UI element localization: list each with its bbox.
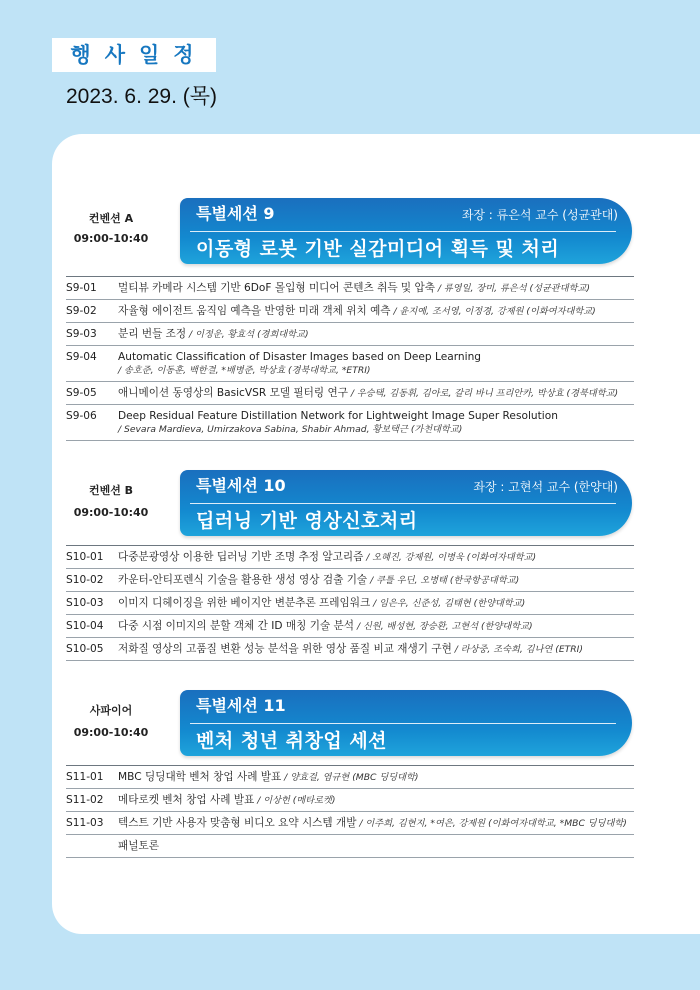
- paper-row: [66, 323, 634, 346]
- paper-code: S10-05: [66, 643, 104, 655]
- paper-code: S9-05: [66, 387, 97, 399]
- paper-authors: / 쿠틀 우딘, 오병태 (한국항공대학교): [367, 575, 520, 586]
- paper-authors: / Sevara Mardieva, Umirzakova Sabina, Shabir Ahmad, 황보택근 (가천대학교): [118, 424, 463, 435]
- paper-authors: / 이주희, 김현지, *여은, 강제원 (이화여자대학교, *MBC 딩딩대학): [356, 818, 627, 829]
- paper-authors: / 오혜진, 강제원, 이병욱 (이화여자대학교): [363, 552, 537, 563]
- paper-title: 분리 번들 조정: [118, 328, 187, 340]
- time-label: 09:00-10:40: [73, 726, 149, 739]
- paper-code: S9-04: [66, 351, 97, 363]
- paper-code: S9-03: [66, 328, 97, 340]
- paper-row: [66, 812, 634, 835]
- paper-title: 이미지 디헤이징을 위한 베이지안 변분추론 프레임워크: [118, 597, 371, 609]
- paper-title: MBC 딩딩대학 벤처 창업 사례 발표: [118, 771, 282, 783]
- session-name: 특별세션 10: [196, 476, 286, 495]
- paper-authors: / 양효걸, 염규현 (MBC 딩딩대학): [281, 772, 419, 783]
- paper-list: [66, 276, 634, 441]
- paper-row: [66, 276, 634, 300]
- room-label: 사파이어: [89, 704, 133, 717]
- paper-authors: / 이정운, 황효석 (경희대학교): [186, 329, 309, 340]
- paper-title: 다중 시점 이미지의 분할 객체 간 ID 매칭 기술 분석: [118, 620, 355, 632]
- paper-title: 카운터-안티포렌식 기술을 활용한 생성 영상 검출 기술: [118, 574, 368, 586]
- session-chair: 좌장 : 류은석 교수 (성균관대): [461, 208, 618, 222]
- paper-title: 애니메이션 동영상의 BasicVSR 모델 필터링 연구: [118, 387, 348, 399]
- paper-authors: / 라상중, 조숙희, 김나연 (ETRI): [451, 644, 583, 655]
- paper-authors: / 신원, 배성현, 장승환, 고현석 (한양대학교): [354, 621, 533, 632]
- session-name: 특별세션 9: [196, 204, 275, 223]
- session-topic: 벤처 청년 취창업 세션: [196, 730, 388, 752]
- paper-code: S10-02: [66, 574, 104, 586]
- paper-title: 메타로켓 벤처 창업 사례 발표: [118, 794, 255, 806]
- paper-row: [66, 405, 634, 441]
- paper-code: S10-04: [66, 620, 104, 632]
- paper-code: S9-06: [66, 410, 97, 422]
- session-banner: [180, 470, 632, 536]
- paper-row: [66, 789, 634, 812]
- session-topic: 이동형 로봇 기반 실감미디어 획득 및 처리: [196, 238, 560, 260]
- room-label: 컨벤션 B: [88, 484, 134, 497]
- paper-row: [66, 300, 634, 323]
- paper-code: S9-02: [66, 305, 97, 317]
- paper-authors: / 이상헌 (메타로켓): [254, 795, 336, 806]
- paper-row: [66, 592, 634, 615]
- event-date: 2023. 6. 29. (목): [66, 85, 218, 108]
- paper-title: 텍스트 기반 사용자 맞춤형 비디오 요약 시스템 개발: [118, 817, 357, 829]
- time-label: 09:00-10:40: [73, 506, 149, 519]
- paper-list: [66, 545, 634, 661]
- paper-code: S9-01: [66, 282, 97, 294]
- paper-title: 저화질 영상의 고품질 변환 성능 분석을 위한 영상 품질 비교 재생기 구현: [118, 643, 452, 655]
- paper-row: [66, 638, 634, 661]
- paper-row: [66, 569, 634, 592]
- paper-code: S11-03: [66, 817, 104, 829]
- paper-row: [66, 545, 634, 569]
- paper-authors: / 임은우, 신준성, 김태현 (한양대학교): [370, 598, 526, 609]
- paper-code: S10-03: [66, 597, 104, 609]
- paper-code: S10-01: [66, 551, 104, 563]
- session-topic: 딥러닝 기반 영상신호처리: [196, 510, 418, 532]
- room-label: 컨벤션 A: [88, 212, 134, 225]
- paper-row: [66, 382, 634, 405]
- time-label: 09:00-10:40: [73, 232, 149, 245]
- paper-list: [66, 765, 634, 858]
- paper-title: Deep Residual Feature Distillation Network for Lightweight Image Super Resolution: [118, 410, 558, 422]
- paper-title: 패널토론: [118, 840, 159, 852]
- paper-authors: / 류영일, 장미, 류은석 (성균관대학교): [434, 283, 590, 294]
- paper-title: 자율형 에이전트 움직임 예측을 반영한 미래 객체 위치 예측: [118, 305, 391, 317]
- paper-authors: / 윤지예, 조서영, 이정경, 강제원 (이화여자대학교): [390, 306, 596, 317]
- paper-row: [66, 615, 634, 638]
- paper-code: S11-01: [66, 771, 104, 783]
- paper-code: S11-02: [66, 794, 104, 806]
- paper-title: 다중분광영상 이용한 딥러닝 기반 조명 추정 알고리즘: [118, 551, 364, 563]
- paper-row: [66, 346, 634, 382]
- session-banner: [180, 690, 632, 756]
- paper-authors: / 우승택, 김동휘, 김아로, 갈리 바니 프리안카, 박상효 (경북대학교): [347, 388, 619, 399]
- paper-authors: / 송호준, 이동훈, 백한결, *배병준, 박상효 (경북대학교, *ETRI): [118, 365, 371, 376]
- paper-row: [66, 765, 634, 789]
- session-chair: 좌장 : 고현석 교수 (한양대): [473, 480, 618, 494]
- paper-title: 멀티뷰 카메라 시스템 기반 6DoF 몰입형 미디어 콘텐츠 취득 및 압축: [118, 282, 435, 294]
- paper-title: Automatic Classification of Disaster Images based on Deep Learning: [118, 351, 482, 363]
- session-name: 특별세션 11: [196, 696, 286, 715]
- page-title: 행사일정: [52, 38, 216, 72]
- session-banner: [180, 198, 632, 264]
- paper-row: [66, 835, 634, 858]
